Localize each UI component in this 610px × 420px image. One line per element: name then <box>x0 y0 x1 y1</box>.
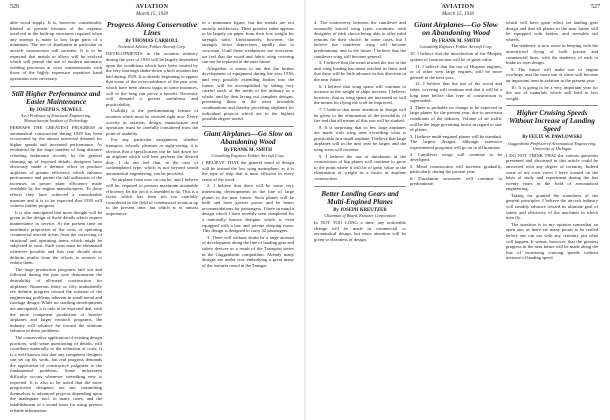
paragraph: The large production programs laid out and followed during the past year demonstrate the desirability of all-metal construction for airplanes. Numerous thirty or fifty undoubtedly see definite progress toward the solution of the engineering problems inherent in small metal and fuselage design. While no startling developments are anticipated, it is only to be expected that, with the more competent production of heavier airplanes and larger research programs, the industry will advance far toward the ultimate solution of these problems. <box>10 266 102 334</box>
article-affiliation: Consulting Engineer, Fokker Aircraft Corp. <box>211 153 285 159</box>
list-item: 4. Cantilever wings will continue to be developed. <box>410 151 502 163</box>
article-affiliation: Technical Advisor, Fokker Aircraft Corp. <box>117 44 187 50</box>
column-1 <box>314 20 406 416</box>
paragraph: able wood supply. It is, however, considerably limited at present because of the expense involved in the built-up structures required when any attempt is made to box large parts of a minimum. The use of duralumin in particular in aircraft construction will increase. It is to be expected that metals or alloys will be evolved which will permit the use of modern automatic welding processes at costs commensurate with those of the highly expensive repetitive hand operations now necessary. <box>10 20 102 81</box>
list-item: 6. Duralumin structures will continue to predominate. <box>410 175 502 187</box>
article-affiliation: Ass't Professor of Structural Engineering, Massachusetts Institute of Technology <box>20 112 92 123</box>
issue-date: March 15, 1930 <box>442 12 474 17</box>
article-headline: Giant Airplanes—Go Slow on Abandoning Wood <box>203 129 293 146</box>
paragraph: 3. There will without doubt be a large amount of development along the line of landing gear and safety devices as a result of the Transport series in the Guggenheim competition. Already many designs are under way embodying a great many of the features noted in the Tanager. <box>202 234 294 268</box>
paragraph: 4. The controversy between the cantilever and externally braced wing types continues, with designers of each choice being able to offer valid reasons for their choice. In some cases, but I believe the cantilever wing will become predominant, and in the future, I believe that the cantilever wing will become general. <box>314 20 406 59</box>
article-affiliation: Consulting Engineer, Fokker Aircraft Corp. <box>419 44 493 50</box>
page-number: 526 <box>10 4 19 10</box>
column-1 <box>10 20 102 416</box>
paragraph: 2. I believe that there will be some very interesting developments in the line of large planes in the near future. Such planes will be built and have greater power and be better accommodations for passengers. I have in mind a design which I have recently seen completed for a nationally known designer which is even equipped with a bar, and private sleeping room. This design is designed to carry 32 passengers. <box>202 183 294 234</box>
paragraph: 6. I believe that wing spans will continue to increase as the weight of ships increase. I believe, however, that as wing spans are increased so will the means for flying the craft be improved. <box>314 83 406 106</box>
paragraph: 7. I believe that more attention in design will be given to the elimination of the possibility of fire and that all means of this sort will be studied. <box>314 106 406 124</box>
running-header-right <box>316 4 600 20</box>
paragraph: For any particular assignment, whether transport, schools, pleasure or sight-seeing, it is obvious that a specification can be laid down for an airplane which will best perform the desired duty. I do not feel that, in the case of contemplated type, which is not beyond sound aeronautical engineering, can be provided. <box>106 137 198 176</box>
article-headline: Higher Cruising Speeds Without Increase of Landing Speed <box>509 109 595 134</box>
article-byline: By FRANK M. SMITH <box>432 39 480 44</box>
list-item: 5. Metal construction will increase gradually, particularly during the present year. <box>410 163 502 175</box>
paragraph: Taking for granted the soundness of the general principles, I believe the aircraft industry will steadily advance toward its ultimate goal of safety and efficiency of the machines in which men fly. <box>506 192 598 221</box>
paragraph: 10. I believe that the introduction of the Murphy system of construction will be of great value. <box>410 51 502 62</box>
column-3 <box>506 20 598 416</box>
paragraph: 5. I believe that the trend toward the rise in the unit wing loading has about reached its limit, and that there will be little advance in this direction in the near future. <box>314 60 406 82</box>
article-byline: By THOMAS CARROLL <box>125 39 179 44</box>
paragraph: in a minimum figure, but the metals are not entirely satisfactory. Their greatest value appears to be largely on paper from their low weight for strength ratio. Unfortunately, however, the strength factor depreciates rapidly due to corrosion. Until these weaknesses are overcome, we feel that the wood and fabric wing covering can not be replaced in the near future. <box>202 20 294 65</box>
running-header-left <box>10 4 294 20</box>
header-center <box>10 4 294 18</box>
article-byline: By FRANK M. SMITH <box>224 147 272 153</box>
article-affiliation: Guggenheim Professor of Aeronautical Engineering, University of Michigan <box>507 140 597 151</box>
column-2 <box>410 20 502 416</box>
list-item: 3. I believe multi-engined planes will be standard. The largest designs, although extensive experimental programs will go on in all branches. <box>410 133 502 150</box>
paragraph: Altogether, it seems to me that the further development of equipment during the year 1930, and very possibly extending further into the future, will be accomplished by taking very careful stock of the needs of the industry as a whole, and by then laying out complete designs, presenting them in the most favorable combinations and thereby providing airplanes for individual projects which are to the highest possible degree useful. <box>202 65 294 122</box>
article-affiliation: Chairman of Board, Kreutzer Corporation <box>324 213 396 219</box>
paragraph: An airplane from now on can be, and I believe will be, required to possess maximum attainable efficiency for the job it is intended to do. This is a factor which has been not too carefully considered in the field of commercial aviation up to the present time, but which is of utmost importance. <box>106 177 198 217</box>
paragraph: I DO NOT THINK THAT the various questions presented and discussed in this article could be answered with any degree of certainty. Indeed some of my own views I have formed on the basis of study and experiment during the last twenty years in the field of aeronautical engineering. <box>506 152 598 192</box>
paragraph: 9. I believe the use of duralumin in the construction of big planes will continue to grow to the point where it will be of great value in the elimination of weight as a factor in airplane construction. <box>314 153 406 182</box>
article-byline: By JOSEPH KREUTZER <box>333 207 387 213</box>
paragraph: 8. It is surprising that so few large airplanes are made with wing area exceeding what is practicable in a small airplane. I believe that large airplanes will in the next year be larger, and the wing areas will increase. <box>314 124 406 153</box>
magazine-title: AVIATION <box>135 4 169 10</box>
paragraph: which will have great effect on landing gear design and that all planes in the near future will be equipped with brakes, and steerable tail wheels. <box>506 20 598 42</box>
header-center <box>316 4 600 18</box>
paragraph: In NOT TOO LONG a time, any noticeable change will be made in commercial or aeronautical design, but more attention will be given to cleanness of design. <box>314 220 406 242</box>
column-3 <box>202 20 294 416</box>
paragraph: It is also anticipated that more thought will be given to the design of those details which require maintenance in service. At the present time an inordinate proportion of the costs of operating commercial aircraft arises from the correcting of structural and operating items which might be subjected to wear. Such costs must be eliminated wherever possible and this year should show definite results from the efforts to remove or reduce them. <box>10 209 102 266</box>
article-headline: Still Higher Performance and Easier Maintenance <box>11 89 101 106</box>
article-byline: By JOSEPH S. NEWELL <box>29 107 83 113</box>
paragraph: I BELIEVE THAT the general trend of design will be toward the low wing monoplane, as it is the type of ship that is most efficient in every sense of the word. <box>202 160 294 182</box>
left-page <box>0 0 304 420</box>
divider <box>10 86 102 87</box>
paragraph: Usability is the predominating feature of aviation which must be stressed right now. Every activity in aviation, design, manufacture and operation, must be carefully considered from the point of usability. <box>106 108 198 136</box>
issue-date: March 15, 1930 <box>136 12 168 17</box>
paragraph: The conservative application of existing design practices, with some questioning of details, will contribute materially to the reduction of costs. It is a well-known fact that any competent designer can set up his work, but real progress demands the application of constructive judgment to the fundamental problems. Some unforeseen difficulty occurs whenever something new is expected. It is also to be noted that the more progressive designers are not committing themselves to advanced projects depending upon the inadequate tool, in many cases, and the establishment of a sound basis for using present reliable information. <box>10 334 102 413</box>
paragraph: DEVELOPMENTS in the aviation industry during the year of 1930 will be largely dependent upon the conditions which have been created by the very thorough shake-down which aviation has had during 1929. It is already beginning to appear that some of the overconfidence of the past year, which have been almost tragic in some instances, will in the long run prove a benefit. Necessity will demand a greater usefulness and practicability. <box>106 51 198 107</box>
article-headline: Progress Along Conservative Lines <box>106 20 198 37</box>
paragraph: 12. I believe that the use of the wood and fabric covering will continue and that it will be a long time before that type of construction is superseded. <box>410 81 502 104</box>
divider <box>202 126 294 127</box>
paragraph: 10. It is going to be a very important year for the use of materials which will lead to less weight. <box>506 84 598 101</box>
magazine-title: AVIATION <box>441 4 475 10</box>
article-headline: Giant Airplanes—Go Slow on Abandoning Wood <box>414 20 498 37</box>
numbered-list <box>410 105 502 187</box>
article-headline: Better Landing Gears and Multi-Engined Planes <box>321 189 399 206</box>
paragraph: PERHAPS THE GREATEST PROGRESS in aeronautical construction during 1929 has been occasioned by the almost universal demand for higher speeds and increased performance. As evidenced by the large number of long distance refueling endurance records, by the general cleaning up of exposed details, designers have obviously made a definite effort to produce airplanes of greater efficiency which enhance performance and permit the full utilization of the increases in power plant efficiency made available by the engine manufacturers. To these efforts they have achieved a considerable measure and it is to be expected that 1930 will witness further progress. <box>10 124 102 209</box>
paragraph: 11. I believe that the use of Hispano engines, or of other very large engines, will be more general in the next year. <box>410 63 502 80</box>
paragraph: 9. The future will make use of engine cowlings, and the more use of these will become an important item in aviation in the present year. <box>506 66 598 83</box>
paragraph: The question is in my opinion somewhat an open one, as there are many points to be settled before one can say with any certainty just what will happen. It seems, however, that the greatest progress in the near future will be made along the line of increasing cruising speeds without increase of landing speed. <box>506 221 598 261</box>
article-byline: By FELIX W. PAWLOWSKI <box>522 135 582 141</box>
paragraph: The tendency is now more in keeping with the unrestricted flying of both private and commercial lines, with the tendency of each to make its own design. <box>506 43 598 66</box>
column-2 <box>106 20 198 416</box>
page-number: 527 <box>591 4 600 10</box>
divider <box>314 186 406 187</box>
right-page <box>306 0 610 420</box>
list-item: 2. There is probably no change to be expected in large planes for the present year, due to uncertain conditions of the industry. Volume of air traffic will be the large governing factor in regard to size of planes. <box>410 104 502 133</box>
divider <box>506 105 598 106</box>
